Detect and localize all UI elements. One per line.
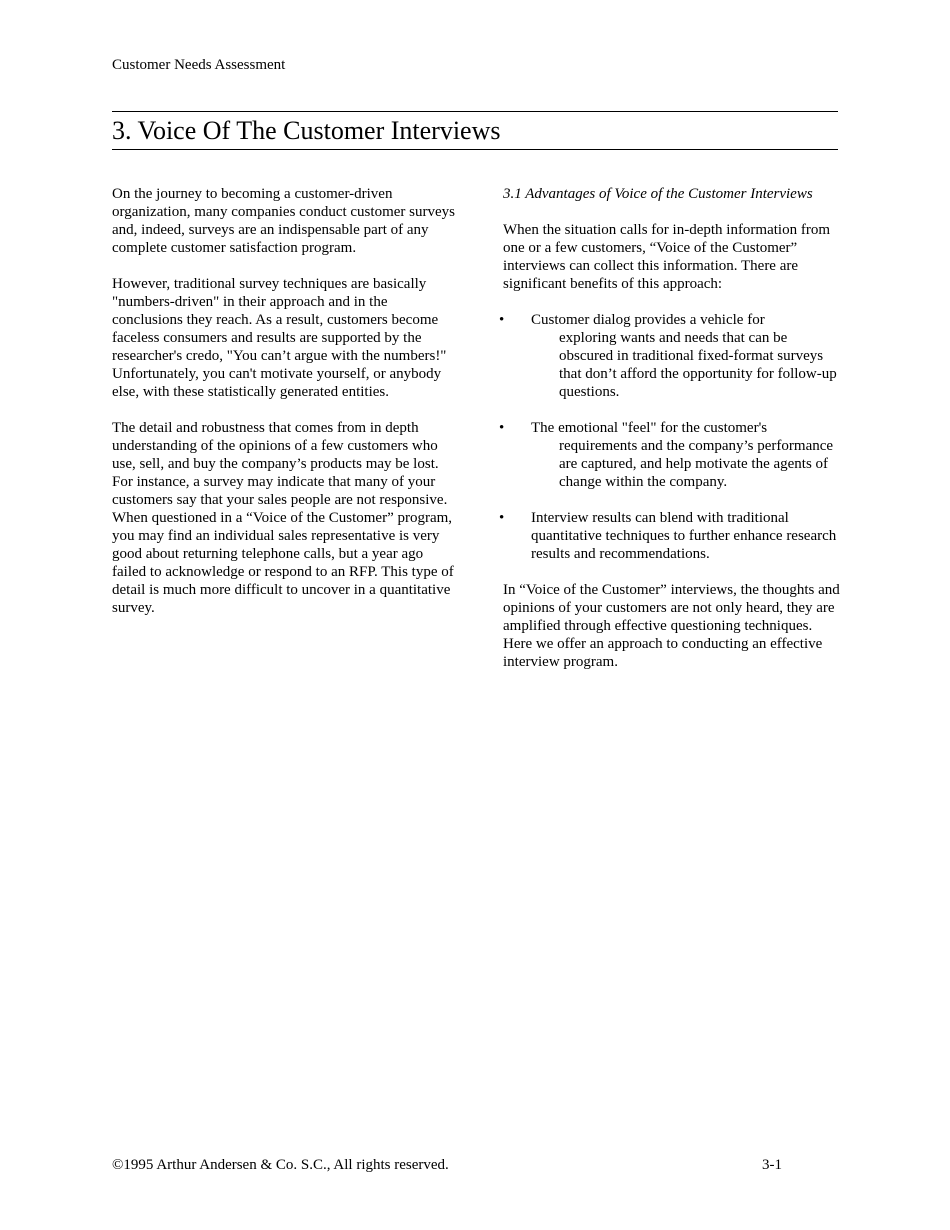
- list-item: [499, 419, 843, 491]
- section-intro: When the situation calls for in-depth information from one or a few customers, “Voice of the Customer” interviews can collect this information. There are significant benefits of this approach:: [503, 222, 830, 292]
- bullet-continuation: requirements and the company’s performance are captured, and help motivate the agents of change within the company.: [559, 438, 834, 490]
- running-header: Customer Needs Assessment: [112, 57, 286, 73]
- list-item: [499, 311, 843, 401]
- paragraph-intro: On the journey to becoming a customer-driven organization, many companies conduct customer surveys and, indeed, surveys are an indispensable part of any complete customer satisfaction program.: [112, 186, 455, 256]
- bullet-icon: •: [499, 420, 505, 436]
- page-number: 3-1: [762, 1157, 782, 1173]
- bullet-first-line: Interview results can blend with traditional: [531, 510, 789, 526]
- right-column: [499, 185, 843, 689]
- paragraph-survey-limitations: However, traditional survey techniques are basically "numbers-driven" in their approach and in the conclusions they reach. As a result, customers become faceless consumers and results are supported by the researcher's credo, "You can’t argue with the numbers!" Unfortunately, you can't motivate yourself, or anybody else, with these statistically generated entities.: [112, 276, 447, 400]
- benefits-list: [499, 311, 843, 563]
- bullet-first-line: Customer dialog provides a vehicle for: [531, 312, 765, 328]
- section-closing: In “Voice of the Customer” interviews, the thoughts and opinions of your customers are not only heard, they are amplified through effective questioning techniques. Here we offer an approach to conducting an effective interview program.: [503, 582, 840, 670]
- bullet-icon: •: [499, 510, 505, 526]
- bullet-icon: •: [499, 312, 505, 328]
- chapter-title-block: [112, 111, 838, 150]
- bullet-continuation: exploring wants and needs that can be obscured in traditional fixed-format surveys that don’t afford the opportunity for follow-up questions.: [559, 330, 837, 400]
- list-item: [499, 509, 843, 563]
- section-heading: 3.1 Advantages of Voice of the Customer Interviews: [503, 186, 813, 202]
- bullet-continuation: quantitative techniques to further enhance research results and recommendations.: [531, 528, 837, 562]
- chapter-title: 3. Voice Of The Customer Interviews: [112, 116, 501, 145]
- bullet-first-line: The emotional "feel" for the customer's: [531, 420, 768, 436]
- paragraph-detail-lost: The detail and robustness that comes from in depth understanding of the opinions of a few customers who use, sell, and buy the company’s products may be lost. For instance, a survey may indicate that many of your customers say that your sales people are not responsive. When questioned in a “Voice of the Customer” program, you may find an individual sales representative is very good about returning telephone calls, but a year ago failed to acknowledge or respond to an RFP. This type of detail is much more difficult to uncover in a quantitative survey.: [112, 420, 454, 616]
- left-column: [112, 185, 457, 635]
- copyright-notice: ©1995 Arthur Andersen & Co. S.C., All rights reserved.: [112, 1157, 449, 1173]
